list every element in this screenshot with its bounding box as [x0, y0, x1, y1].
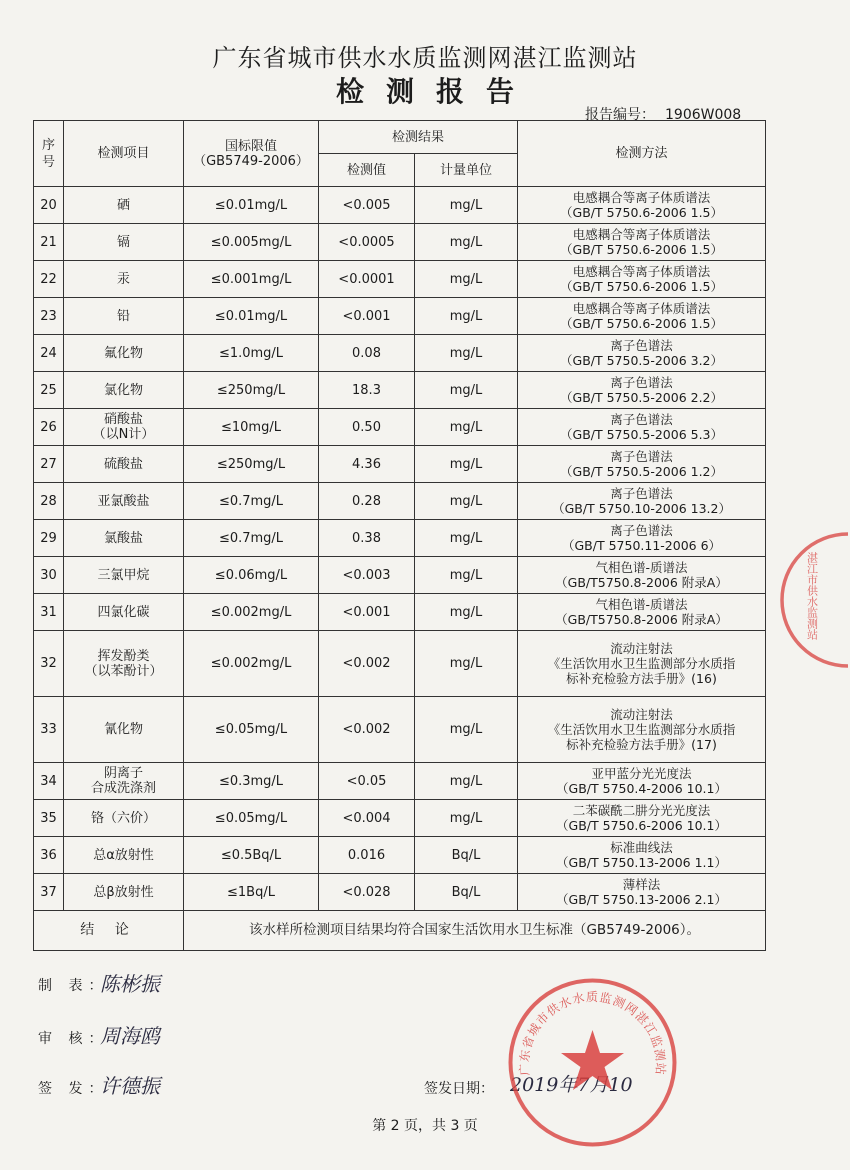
- standard-limit: [184, 520, 319, 557]
- test-value: [319, 224, 415, 261]
- row-number: [34, 697, 64, 763]
- standard-limit: [184, 446, 319, 483]
- unit-line: mg/L: [449, 773, 483, 789]
- unit-line: mg/L: [449, 271, 483, 287]
- unit: [415, 557, 518, 594]
- test-item-line: 硫酸盐: [103, 456, 143, 472]
- test-value: [319, 763, 415, 800]
- test-value-line: <0.0001: [338, 271, 395, 287]
- test-method-line: 气相色谱-质谱法: [595, 560, 688, 575]
- test-value: [319, 187, 415, 224]
- row-number-line: 30: [40, 567, 57, 583]
- row-number-line: 20: [40, 197, 57, 213]
- issued-by-label: 签 发：: [38, 1081, 109, 1097]
- test-item-line: 总α放射性: [93, 847, 154, 863]
- test-item: [64, 520, 184, 557]
- unit-line: mg/L: [449, 722, 483, 737]
- test-item-line: 三氯甲烷: [97, 567, 150, 583]
- test-item: [64, 594, 184, 631]
- standard-limit-line: ≤0.7mg/L: [218, 493, 284, 509]
- test-value-line: <0.002: [342, 722, 391, 737]
- conclusion-text: 该水样所检测项目结果均符合国家生活饮用水卫生标准（GB5749-2006）。: [184, 911, 766, 951]
- row-number: [34, 520, 64, 557]
- test-value: [319, 874, 415, 911]
- row-number-line: 25: [40, 382, 57, 398]
- test-value-line: 0.28: [352, 493, 381, 509]
- test-value-line: <0.028: [342, 884, 391, 900]
- test-method-line: （GB/T 5750.4-2006 10.1）: [556, 781, 727, 796]
- test-item: [64, 800, 184, 837]
- test-method-line: 薄样法: [622, 877, 661, 892]
- standard-limit: [184, 372, 319, 409]
- test-method: [518, 631, 766, 697]
- standard-limit: [184, 631, 319, 697]
- test-method: [518, 837, 766, 874]
- test-value-line: 4.36: [352, 456, 381, 472]
- standard-limit: [184, 261, 319, 298]
- issued-signature: 许德振: [100, 1074, 160, 1098]
- test-method: [518, 483, 766, 520]
- test-method-line: 标准曲线法: [610, 840, 673, 855]
- unit: [415, 187, 518, 224]
- test-value: [319, 594, 415, 631]
- col-header-item: 检测项目: [64, 121, 184, 187]
- reviewed-by-label: 审 核：: [38, 1031, 109, 1047]
- standard-limit-line: ≤250mg/L: [216, 456, 286, 472]
- unit: [415, 697, 518, 763]
- standard-limit-line: ≤0.002mg/L: [210, 604, 292, 620]
- test-method: [518, 763, 766, 800]
- test-method-line: 电感耦合等离子体质谱法: [572, 301, 711, 316]
- test-method: [518, 335, 766, 372]
- test-value-line: <0.003: [342, 567, 391, 583]
- row-number-line: 26: [40, 419, 57, 435]
- unit: [415, 631, 518, 697]
- table-row: [34, 298, 766, 335]
- test-method-line: 流动注射法: [610, 641, 673, 656]
- standard-limit: [184, 409, 319, 446]
- standard-limit: [184, 224, 319, 261]
- test-value: [319, 261, 415, 298]
- test-method: [518, 874, 766, 911]
- test-value-line: <0.005: [342, 197, 391, 213]
- row-number: [34, 594, 64, 631]
- test-item-line: 氰化物: [103, 722, 143, 737]
- test-item-line: 挥发酚类: [97, 648, 150, 664]
- test-method-line: （GB/T 5750.10-2006 13.2）: [552, 501, 731, 516]
- unit-line: mg/L: [449, 197, 483, 213]
- table-row: [34, 520, 766, 557]
- row-number: [34, 187, 64, 224]
- test-value: [319, 520, 415, 557]
- row-number-line: 23: [40, 308, 57, 324]
- standard-limit: [184, 874, 319, 911]
- standard-limit-line: ≤0.06mg/L: [214, 567, 288, 583]
- row-number-line: 28: [40, 493, 57, 509]
- test-method-line: 气相色谱-质谱法: [595, 597, 688, 612]
- row-number-line: 34: [40, 773, 57, 789]
- standard-limit-line: ≤0.005mg/L: [210, 234, 292, 250]
- test-value: [319, 372, 415, 409]
- test-method-line: （GB/T 5750.5-2006 1.2）: [560, 464, 724, 479]
- standard-limit: [184, 483, 319, 520]
- test-method-line: 《生活饮用水卫生监测部分水质指: [547, 722, 736, 737]
- standard-limit: [184, 335, 319, 372]
- row-number: [34, 261, 64, 298]
- row-number: [34, 335, 64, 372]
- test-method-line: （GB/T 5750.6-2006 1.5）: [560, 205, 724, 220]
- table-row: [34, 874, 766, 911]
- unit: [415, 335, 518, 372]
- test-method: [518, 298, 766, 335]
- standard-limit: [184, 800, 319, 837]
- col-header-limit-l2: （GB5749-2006）: [193, 153, 309, 169]
- test-method-line: 流动注射法: [610, 707, 673, 722]
- unit-line: mg/L: [449, 382, 483, 398]
- col-header-method: 检测方法: [518, 121, 766, 187]
- test-item-line: 硝酸盐: [103, 412, 143, 427]
- row-number-line: 33: [40, 722, 57, 737]
- results-table: [33, 120, 766, 951]
- table-row: [34, 594, 766, 631]
- unit-line: mg/L: [449, 308, 483, 324]
- test-item: [64, 224, 184, 261]
- test-item-line: 氯酸盐: [103, 530, 143, 546]
- test-method-line: 电感耦合等离子体质谱法: [572, 227, 711, 242]
- test-method-line: 二苯碳酰二肼分光光度法: [572, 803, 711, 818]
- col-header-seq: 序号: [34, 121, 64, 187]
- test-item-line: 氯化物: [103, 382, 143, 398]
- test-value-line: <0.004: [342, 810, 391, 826]
- test-value-line: <0.0005: [338, 234, 395, 250]
- unit: [415, 594, 518, 631]
- unit-line: mg/L: [449, 234, 483, 250]
- test-method-line: 离子色谱法: [610, 449, 673, 464]
- row-number: [34, 483, 64, 520]
- row-number-line: 31: [40, 604, 57, 620]
- col-header-value: 检测值: [319, 154, 415, 187]
- unit: [415, 763, 518, 800]
- test-item: [64, 483, 184, 520]
- unit: [415, 483, 518, 520]
- test-method-line: （GB/T 5750.5-2006 3.2）: [560, 353, 724, 368]
- row-number: [34, 409, 64, 446]
- table-row: [34, 483, 766, 520]
- test-item: [64, 261, 184, 298]
- org-title: 广东省城市供水水质监测网湛江监测站: [212, 44, 638, 72]
- test-method-line: （GB/T 5750.6-2006 10.1）: [556, 818, 727, 833]
- standard-limit-line: ≤0.05mg/L: [214, 810, 288, 826]
- row-number: [34, 763, 64, 800]
- standard-limit-line: ≤0.001mg/L: [210, 271, 292, 287]
- unit: [415, 224, 518, 261]
- test-item-line: 镉: [116, 234, 130, 250]
- row-number-line: 37: [40, 884, 57, 900]
- test-method-line: 亚甲蓝分光光度法: [591, 766, 692, 781]
- unit-line: mg/L: [449, 456, 483, 472]
- row-number: [34, 298, 64, 335]
- test-method-line: 离子色谱法: [610, 375, 673, 390]
- test-value: [319, 483, 415, 520]
- test-value: [319, 409, 415, 446]
- test-method: [518, 557, 766, 594]
- conclusion-label: 结 论: [34, 911, 184, 951]
- row-number-line: 21: [40, 234, 57, 250]
- test-method-line: （GB/T 5750.11-2006 6）: [562, 538, 722, 553]
- table-row: [34, 631, 766, 697]
- table-row: [34, 837, 766, 874]
- standard-limit-line: ≤0.05mg/L: [214, 722, 288, 737]
- test-item: [64, 372, 184, 409]
- standard-limit-line: ≤0.5Bq/L: [220, 847, 282, 863]
- test-value-line: 0.08: [352, 345, 381, 361]
- unit-line: mg/L: [449, 493, 483, 509]
- test-value-line: <0.002: [342, 656, 391, 671]
- col-header-result-group: 检测结果: [319, 121, 518, 154]
- test-method-line: 电感耦合等离子体质谱法: [572, 264, 711, 279]
- test-value: [319, 446, 415, 483]
- test-value-line: <0.05: [346, 773, 387, 789]
- row-number-line: 29: [40, 530, 57, 546]
- unit: [415, 409, 518, 446]
- unit: [415, 372, 518, 409]
- test-item: [64, 837, 184, 874]
- test-method-line: （GB/T 5750.13-2006 1.1）: [556, 855, 727, 870]
- table-row: [34, 261, 766, 298]
- test-value: [319, 697, 415, 763]
- standard-limit-line: ≤0.3mg/L: [218, 773, 284, 789]
- standard-limit: [184, 187, 319, 224]
- standard-limit-line: ≤0.7mg/L: [218, 530, 284, 546]
- test-method-line: 标补充检验方法手册》(16): [566, 671, 717, 686]
- unit-line: Bq/L: [451, 884, 481, 900]
- row-number-line: 27: [40, 456, 57, 472]
- row-number: [34, 800, 64, 837]
- row-number-line: 36: [40, 847, 57, 863]
- test-method: [518, 372, 766, 409]
- test-method-line: 电感耦合等离子体质谱法: [572, 190, 711, 205]
- standard-limit: [184, 298, 319, 335]
- test-value-line: 18.3: [352, 382, 381, 398]
- row-number-line: 35: [40, 810, 57, 826]
- svg-text:广东省城市供水水质监测网湛江监测站: 广东省城市供水水质监测网湛江监测站: [517, 990, 668, 1077]
- row-number-line: 24: [40, 345, 57, 361]
- test-item: [64, 557, 184, 594]
- unit: [415, 800, 518, 837]
- table-row: [34, 335, 766, 372]
- row-number: [34, 837, 64, 874]
- row-number: [34, 224, 64, 261]
- standard-limit: [184, 763, 319, 800]
- standard-limit-line: ≤10mg/L: [221, 419, 281, 435]
- test-item: [64, 187, 184, 224]
- test-value: [319, 298, 415, 335]
- row-number-line: 32: [40, 656, 57, 671]
- unit: [415, 446, 518, 483]
- standard-limit-line: ≤1Bq/L: [227, 884, 275, 900]
- test-item-line: 总β放射性: [93, 884, 154, 900]
- test-value: [319, 557, 415, 594]
- test-item-line: 硒: [116, 197, 130, 213]
- test-method-line: （GB/T 5750.6-2006 1.5）: [560, 242, 724, 257]
- standard-limit: [184, 697, 319, 763]
- row-number: [34, 557, 64, 594]
- test-item-line: 亚氯酸盐: [97, 493, 150, 509]
- test-item: [64, 697, 184, 763]
- unit-line: mg/L: [449, 656, 483, 671]
- test-value: [319, 631, 415, 697]
- standard-limit-line: ≤0.01mg/L: [214, 308, 288, 324]
- table-row: [34, 224, 766, 261]
- test-method: [518, 594, 766, 631]
- unit-line: mg/L: [449, 345, 483, 361]
- test-item-line: 汞: [116, 271, 130, 287]
- test-item-line: 合成洗涤剂: [90, 781, 156, 796]
- standard-limit-line: ≤250mg/L: [216, 382, 286, 398]
- row-number: [34, 874, 64, 911]
- unit-line: mg/L: [449, 567, 483, 583]
- test-method-line: （GB/T 5750.13-2006 2.1）: [556, 892, 727, 907]
- unit: [415, 298, 518, 335]
- unit: [415, 261, 518, 298]
- standard-limit: [184, 594, 319, 631]
- test-value-line: <0.001: [342, 308, 391, 324]
- table-row: [34, 557, 766, 594]
- standard-limit-line: ≤0.002mg/L: [210, 656, 292, 671]
- test-item: [64, 874, 184, 911]
- test-value: [319, 837, 415, 874]
- standard-limit: [184, 557, 319, 594]
- table-row: [34, 763, 766, 800]
- unit-line: mg/L: [449, 810, 483, 826]
- test-method-line: 《生活饮用水卫生监测部分水质指: [547, 656, 736, 671]
- col-header-limit: [184, 121, 319, 187]
- test-method: [518, 224, 766, 261]
- test-method: [518, 446, 766, 483]
- test-item: [64, 763, 184, 800]
- report-number-value: 1906W008: [665, 107, 742, 123]
- test-method: [518, 187, 766, 224]
- test-value-line: 0.38: [352, 530, 381, 546]
- test-method: [518, 800, 766, 837]
- test-item: [64, 409, 184, 446]
- svg-text:湛江市供水监测站: 湛江市供水监测站: [805, 552, 819, 640]
- test-method-line: （GB/T 5750.6-2006 1.5）: [560, 316, 724, 331]
- reviewed-signature: 周海鸥: [100, 1024, 160, 1048]
- row-number-line: 22: [40, 271, 57, 287]
- table-row: [34, 800, 766, 837]
- test-method-line: （GB/T 5750.5-2006 2.2）: [560, 390, 724, 405]
- test-method-line: 离子色谱法: [610, 523, 673, 538]
- unit: [415, 874, 518, 911]
- test-method-line: （GB/T5750.8-2006 附录A）: [555, 575, 728, 590]
- row-number: [34, 372, 64, 409]
- unit-line: mg/L: [449, 419, 483, 435]
- test-method: [518, 697, 766, 763]
- prepared-signature: 陈彬振: [100, 972, 160, 996]
- unit-line: mg/L: [449, 530, 483, 546]
- test-method: [518, 409, 766, 446]
- unit-line: mg/L: [449, 604, 483, 620]
- test-method-line: （GB/T 5750.5-2006 5.3）: [560, 427, 724, 442]
- test-method-line: 标补充检验方法手册》(17): [566, 737, 717, 752]
- col-header-limit-l1: 国标限值: [224, 138, 277, 154]
- test-item-line: （以N计）: [92, 427, 155, 442]
- standard-limit: [184, 837, 319, 874]
- test-item: [64, 335, 184, 372]
- test-method: [518, 520, 766, 557]
- test-item-line: 氟化物: [103, 345, 143, 361]
- test-item-line: 四氯化碳: [97, 604, 150, 620]
- test-item-line: 铅: [116, 308, 130, 324]
- test-value: [319, 335, 415, 372]
- row-number: [34, 631, 64, 697]
- test-value-line: 0.50: [352, 419, 381, 435]
- issue-date-value: 2019年7月10: [510, 1074, 633, 1096]
- test-item-line: （以苯酚计）: [84, 663, 163, 679]
- test-method-line: 离子色谱法: [610, 412, 673, 427]
- test-value: [319, 800, 415, 837]
- test-item: [64, 298, 184, 335]
- test-method-line: 离子色谱法: [610, 486, 673, 501]
- issue-date-label: 签发日期：: [424, 1081, 494, 1097]
- test-method-line: （GB/T5750.8-2006 附录A）: [555, 612, 728, 627]
- col-header-unit: 计量单位: [415, 154, 518, 187]
- test-item-line: 铬（六价）: [90, 810, 156, 826]
- doc-title: 检测报告: [335, 75, 536, 108]
- standard-limit-line: ≤1.0mg/L: [218, 345, 284, 361]
- prepared-by-label: 制 表：: [38, 978, 109, 994]
- table-row: [34, 187, 766, 224]
- unit: [415, 520, 518, 557]
- test-item: [64, 446, 184, 483]
- row-number: [34, 446, 64, 483]
- test-value-line: <0.001: [342, 604, 391, 620]
- table-row: [34, 697, 766, 763]
- results-body: [34, 187, 766, 911]
- standard-limit-line: ≤0.01mg/L: [214, 197, 288, 213]
- table-row: [34, 372, 766, 409]
- table-row: [34, 409, 766, 446]
- unit: [415, 837, 518, 874]
- test-value-line: 0.016: [347, 847, 386, 863]
- test-method: [518, 261, 766, 298]
- seam-seal-icon: [768, 530, 850, 670]
- page-indicator: 第 2 页，共 3 页: [372, 1118, 478, 1134]
- test-item-line: 阴离子: [103, 766, 143, 781]
- table-row: [34, 446, 766, 483]
- test-item: [64, 631, 184, 697]
- test-method-line: 离子色谱法: [610, 338, 673, 353]
- unit-line: Bq/L: [451, 847, 481, 863]
- test-method-line: （GB/T 5750.6-2006 1.5）: [560, 279, 724, 294]
- report-number-label: 报告编号：: [585, 107, 655, 123]
